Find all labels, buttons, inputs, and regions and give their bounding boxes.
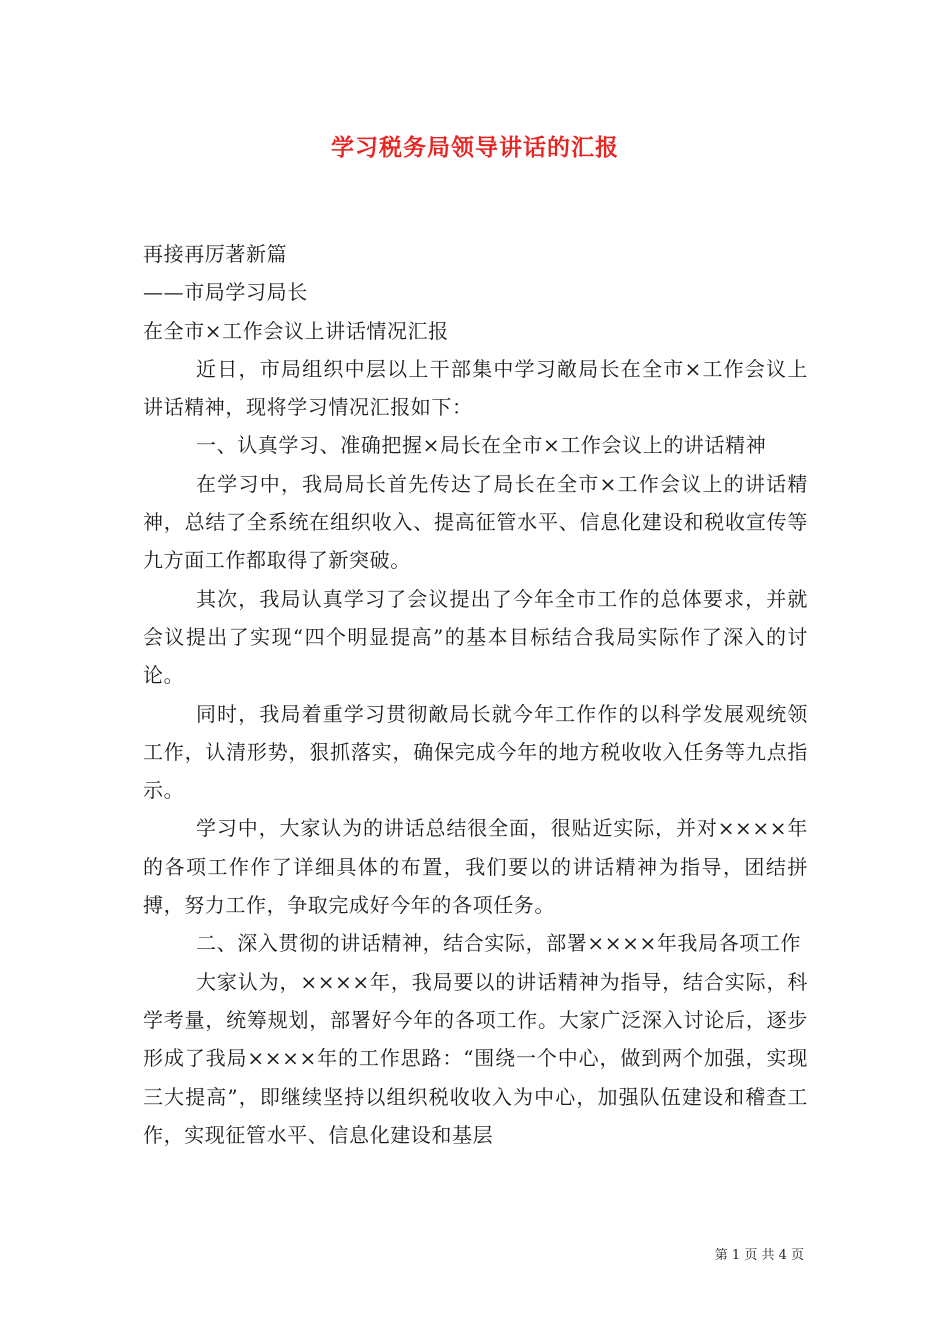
paragraph: 同时，我局着重学习贯彻敵局长就今年工作作的以科学发展观统领工作，认清形势，狠抓落实，确保完成今年的地方税收收入任务等九点指示。	[143, 701, 808, 803]
section-heading-2: 二、深入贯彻的讲话精神，结合实际，部署××××年我局各项工作	[196, 931, 802, 956]
subtitle-line: 再接再厉著新篇	[143, 242, 288, 266]
paragraph-intro: 近日，市局组织中层以上干部集中学习敵局长在全市×工作会议上讲话精神，现将学习情况汇报如下：	[143, 356, 808, 420]
document-title: 学习税务局领导讲话的汇报	[331, 135, 619, 161]
page-number: 第 1 页 共 4 页	[714, 1248, 804, 1263]
document-body	[143, 235, 808, 1154]
paragraph: 学习中，大家认为的讲话总结很全面，很贴近实际，并对××××年的各项工作作了详细具体的布置，我们要以的讲话精神为指导，团结拼搏，努力工作，争取完成好今年的各项任务。	[143, 816, 808, 918]
paragraph: 在学习中，我局局长首先传达了局长在全市×工作会议上的讲话精神，总结了全系统在组织收入、提高征管水平、信息化建设和税收宣传等九方面工作都取得了新突破。	[143, 471, 808, 573]
section-heading-1: 一、认真学习、准确把握×局长在全市×工作会议上的讲话精神	[196, 433, 767, 458]
subtitle-report-line: 在全市×工作会议上讲话情况汇报	[143, 318, 449, 343]
paragraph: 其次，我局认真学习了会议提出了今年全市工作的总体要求，并就会议提出了实现“四个明显提高”的基本目标结合我局实际作了深入的讨论。	[143, 586, 808, 688]
paragraph: 大家认为，××××年，我局要以的讲话精神为指导，结合实际，科学考量，统筹规划，部署好今年的各项工作。大家广泛深入讨论后，逐步形成了我局××××年的工作思路：“围绕一个中心，做到两个加强，实现三大提高”，即继续坚持以组织税收收入为中心，加强队伍建设和稽查工作，实现征管水平、信息化建设和基层	[143, 969, 808, 1147]
subtitle-author-line: ——市局学习局长	[143, 280, 308, 305]
